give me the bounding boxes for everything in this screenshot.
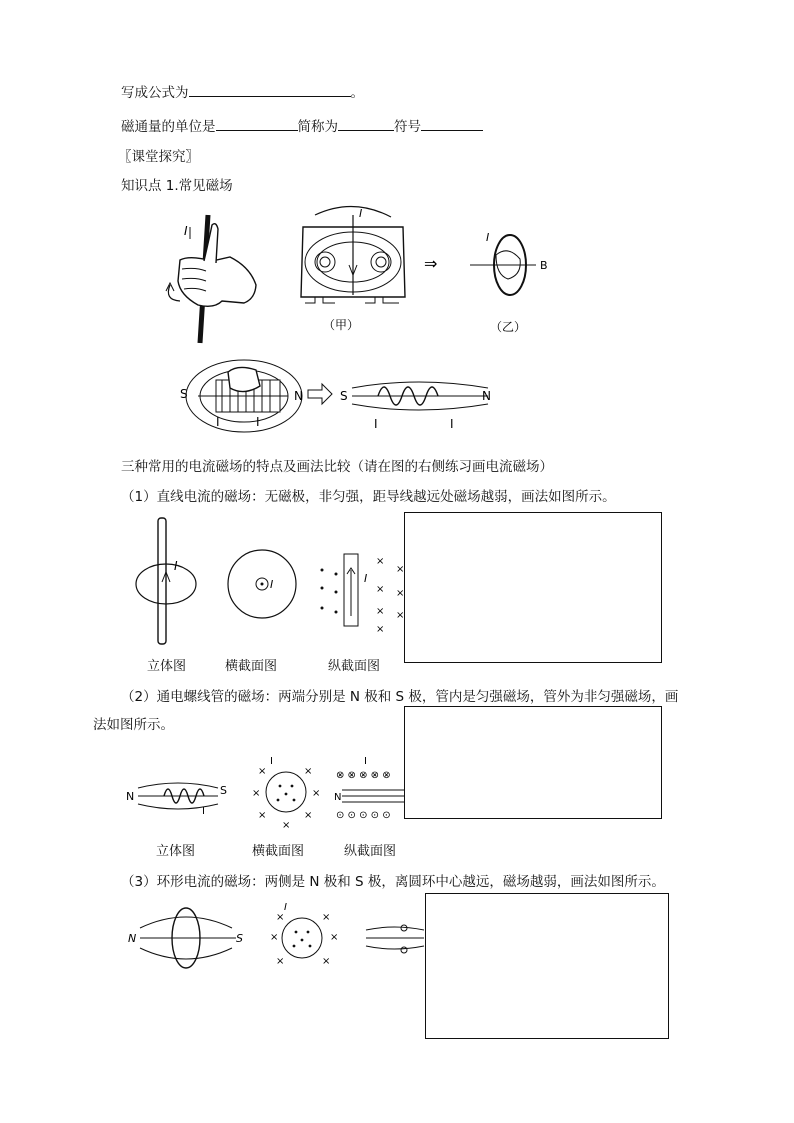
comparison-intro: 三种常用的电流磁场的特点及画法比较（请在图的右侧练习画电流磁场） <box>121 459 553 475</box>
figure-solenoid-hand <box>178 352 498 440</box>
current-label-sol-long: I <box>364 756 367 767</box>
svg-text:×: × <box>322 912 331 923</box>
caption-3d-2: 立体图 <box>156 844 196 859</box>
ring-current-longitudinal <box>366 925 424 953</box>
straight-current-3d <box>136 518 196 644</box>
solenoid-hand-diagram <box>180 360 303 432</box>
item-3-text: （3）环形电流的磁场：两侧是 N 极和 S 极，离圆环中心越远，磁场越弱，画法如图所示。 <box>121 874 665 890</box>
figure-yi <box>470 231 548 334</box>
current-label-1: I <box>216 415 220 429</box>
unit-blank[interactable] <box>216 117 298 131</box>
current-label-4: I <box>450 417 454 431</box>
pole-n-3d: N <box>126 790 135 803</box>
svg-text:×: × <box>304 766 313 777</box>
current-label-long: I <box>364 572 368 585</box>
svg-text:×: × <box>396 610 405 621</box>
formula-blank[interactable] <box>189 83 351 97</box>
figure-right-hand-rule <box>160 205 560 345</box>
svg-text:⊗ ⊗ ⊗ ⊗ ⊗: ⊗ ⊗ ⊗ ⊗ ⊗ <box>336 770 391 781</box>
pole-n-long: N <box>334 792 342 803</box>
svg-text:×: × <box>282 820 291 831</box>
current-label-yi: I <box>486 231 490 244</box>
pole-n-ring: N <box>128 932 137 945</box>
svg-text:×: × <box>396 588 405 599</box>
svg-text:×: × <box>304 810 313 821</box>
svg-text:×: × <box>376 624 385 635</box>
item-2-text-line2: 法如图所示。 <box>93 717 174 733</box>
label-jia: （甲） <box>323 318 360 332</box>
item-2-text-line1: （2）通电螺线管的磁场：两端分别是 N 极和 S 极，管内是匀强磁场，管外为非匀强磁场，画 <box>121 689 679 705</box>
svg-text:×: × <box>312 788 321 799</box>
flux-unit-line <box>121 117 483 136</box>
svg-text:×: × <box>376 606 385 617</box>
figure-ring-current <box>124 896 430 976</box>
svg-text:×: × <box>258 766 267 777</box>
caption-cross-1: 横截面图 <box>225 659 278 674</box>
svg-text:×: × <box>376 556 385 567</box>
current-label: I <box>184 224 188 238</box>
pole-s-ring: S <box>236 932 243 945</box>
figure-jia <box>301 206 405 332</box>
current-label-cross: I <box>270 578 274 591</box>
practice-drawing-box-1[interactable] <box>404 512 662 663</box>
solenoid-3d <box>126 783 227 817</box>
pole-s-2: S <box>340 389 348 403</box>
field-label-b: B <box>540 259 548 272</box>
straight-wire-hand-diagram <box>166 215 256 343</box>
straight-current-cross-section <box>228 550 296 618</box>
symbol-label: 符号 <box>394 119 421 135</box>
solenoid-cross-section <box>252 756 320 831</box>
formula-line <box>121 83 364 102</box>
svg-text:×: × <box>330 932 339 943</box>
abbrev-blank[interactable] <box>338 117 394 131</box>
svg-text:×: × <box>322 956 331 967</box>
section-title: 〖课堂探究〗 <box>118 149 199 165</box>
current-label-2: I <box>256 415 260 429</box>
pole-s: S <box>180 387 188 401</box>
current-label-sol-cross: I <box>270 756 273 767</box>
svg-text:×: × <box>252 788 261 799</box>
abbrev-label: 简称为 <box>297 119 338 135</box>
pole-n-2: N <box>482 389 491 403</box>
caption-long-2: 纵截面图 <box>344 844 397 859</box>
svg-text:×: × <box>376 584 385 595</box>
solenoid-longitudinal <box>334 756 414 821</box>
current-label-3: I <box>374 417 378 431</box>
svg-text:⊙ ⊙ ⊙ ⊙ ⊙: ⊙ ⊙ ⊙ ⊙ ⊙ <box>336 810 391 821</box>
ring-current-cross-section <box>270 902 338 967</box>
figure-solenoid-current <box>124 752 414 832</box>
ring-current-3d <box>128 908 243 968</box>
item-1-text: （1）直线电流的磁场：无磁极，非匀强，距导线越远处磁场越弱，画法如图所示。 <box>121 489 616 505</box>
svg-text:×: × <box>276 956 285 967</box>
pole-s-3d: S <box>220 784 227 797</box>
practice-drawing-box-2[interactable] <box>404 706 662 819</box>
implies-arrow-icon: ⇒ <box>424 254 438 273</box>
label-yi: （乙） <box>490 320 527 334</box>
svg-text:×: × <box>258 810 267 821</box>
flux-unit-label: 磁通量的单位是 <box>121 119 216 135</box>
current-label-ring: I <box>284 902 287 913</box>
solenoid-field-diagram <box>340 382 491 431</box>
straight-current-longitudinal <box>321 554 405 635</box>
svg-text:×: × <box>396 564 405 575</box>
figure-straight-current <box>130 512 410 660</box>
svg-text:×: × <box>276 912 285 923</box>
knowledge-point-title: 知识点 1.常见磁场 <box>121 178 233 194</box>
current-label-3d: I <box>174 559 178 573</box>
caption-long-1: 纵截面图 <box>328 659 381 674</box>
formula-suffix: 。 <box>350 85 364 101</box>
pole-n: N <box>294 389 303 403</box>
implies-arrow-icon <box>308 384 332 404</box>
caption-3d-1: 立体图 <box>147 659 187 674</box>
caption-cross-2: 横截面图 <box>252 844 305 859</box>
formula-label: 写成公式为 <box>121 85 189 101</box>
current-label-jia: I <box>359 207 363 220</box>
symbol-blank[interactable] <box>421 117 483 131</box>
svg-text:×: × <box>270 932 279 943</box>
practice-drawing-box-3[interactable] <box>425 893 669 1039</box>
current-label-sol-3d: I <box>202 806 205 817</box>
